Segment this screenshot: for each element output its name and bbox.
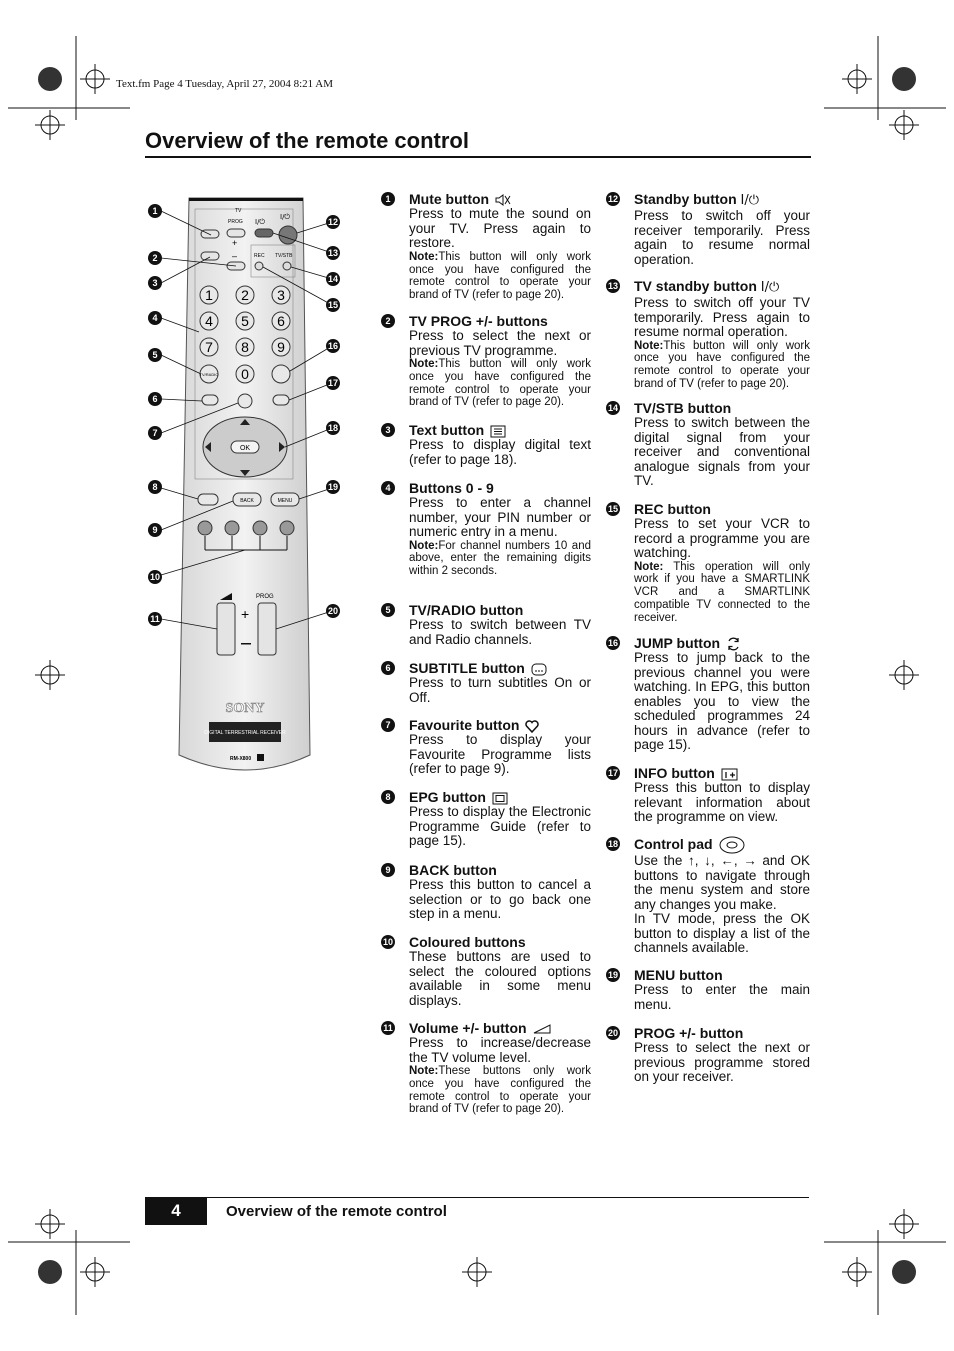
info-icon bbox=[721, 768, 738, 781]
entry-prog bbox=[607, 1025, 810, 1085]
digit-label-5: 5 bbox=[241, 313, 249, 329]
remote-tvstb-label: TV/STB bbox=[275, 253, 293, 259]
entry-standby bbox=[607, 191, 810, 267]
entry-volume bbox=[383, 1020, 591, 1116]
entry-note: Note:These buttons only work once you have configured the remote control to operate your brand of TV (refer to page 20). bbox=[409, 1065, 591, 1116]
jump-key bbox=[272, 365, 290, 383]
entry-body: Press to display digital text (refer to page 18). bbox=[409, 437, 591, 467]
coloured-key-4 bbox=[280, 521, 294, 535]
rec-key bbox=[255, 262, 263, 270]
entry-body: These buttons are used to select the coloured options available in some menu displays. bbox=[409, 949, 591, 1008]
title-rule bbox=[145, 156, 811, 158]
entry-title: PROG +/- button bbox=[634, 1025, 744, 1041]
control-pad-icon bbox=[719, 836, 745, 854]
volume-rocker bbox=[217, 603, 235, 655]
entry-number: 2 bbox=[381, 314, 395, 328]
footer-rule bbox=[145, 1197, 809, 1198]
callout-20: 20 bbox=[327, 606, 338, 616]
digit-label-2: 2 bbox=[241, 287, 249, 303]
entry-body: Press this button to display relevant information about the programme on view. bbox=[634, 780, 810, 824]
coloured-key-1 bbox=[198, 521, 212, 535]
entry-number: 1 bbox=[381, 192, 395, 206]
entry-title: REC button bbox=[634, 501, 711, 517]
callout-2: 2 bbox=[148, 251, 162, 265]
entry-text bbox=[385, 422, 591, 467]
remote-tv-label: TV bbox=[235, 208, 242, 214]
entry-body: Press to switch off your receiver temporarily. Press again to resume normal operation. bbox=[634, 208, 810, 267]
remote-model: RM-X800 bbox=[230, 756, 252, 762]
tv-prog-plus-key bbox=[227, 229, 245, 237]
entry-number: 7 bbox=[381, 718, 395, 732]
entry-body: Press to switch between TV and Radio channels. bbox=[409, 617, 591, 647]
entry-body: Press to jump back to the previous channel you were watching. In EPG, this button enables you to view the scheduled programmes 24 hours in advance (refer to page 15). bbox=[634, 650, 810, 753]
entry-body: Press to switch between the digital signal from your receiver and conventional analogue signals from your TV. bbox=[634, 415, 810, 488]
entry-title: SUBTITLE button bbox=[409, 660, 591, 676]
entry-number: 19 bbox=[607, 970, 618, 980]
entry-body: Press to enter the main menu. bbox=[634, 982, 810, 1012]
entry-title: Volume +/- button bbox=[409, 1020, 591, 1036]
digit-label-1: 1 bbox=[205, 287, 213, 303]
subtitle-icon bbox=[531, 663, 547, 676]
epg-icon bbox=[492, 792, 508, 805]
entry-title: MENU button bbox=[634, 967, 723, 983]
entry-body: Press to switch off your TV temporarily. Press again to resume normal operation. bbox=[634, 295, 810, 339]
text-icon bbox=[490, 425, 506, 438]
callout-6: 6 bbox=[148, 392, 162, 406]
entry-number: 12 bbox=[607, 194, 618, 204]
entry-body: Press to set your VCR to record a programme you are watching. bbox=[634, 516, 810, 560]
epg-key bbox=[198, 494, 218, 505]
entry-subtitle bbox=[385, 660, 591, 705]
callout-8: 8 bbox=[148, 480, 162, 494]
entry-favourite bbox=[385, 717, 591, 777]
entry-body: Press to display your Favourite Programme lists (refer to page 9). bbox=[409, 732, 591, 776]
callout-5: 5 bbox=[148, 348, 162, 362]
entry-tv-stb bbox=[607, 400, 810, 489]
entry-tv-standby bbox=[607, 278, 810, 391]
entry-note: Note:This button will only work once you have configured the remote control to operate your brand of TV (refer to page 20). bbox=[409, 358, 591, 409]
callout-4: 4 bbox=[148, 311, 162, 325]
entry-body: Press to turn subtitles On or Off. bbox=[409, 675, 591, 705]
callout-19: 19 bbox=[327, 482, 338, 492]
callout-16: 16 bbox=[327, 341, 338, 351]
entry-title: TV/STB button bbox=[634, 400, 732, 416]
entry-body: Press to increase/decrease the TV volume level. bbox=[409, 1035, 591, 1065]
callout-15: 15 bbox=[327, 300, 338, 310]
entry-title: TV/RADIO button bbox=[409, 602, 524, 618]
callout-7: 7 bbox=[148, 426, 162, 440]
entry-number: 14 bbox=[607, 403, 618, 413]
entry-tv-prog bbox=[385, 313, 591, 409]
entry-title: EPG button bbox=[409, 789, 591, 805]
entry-title: INFO button bbox=[634, 765, 810, 781]
heart-icon bbox=[525, 720, 539, 733]
callout-1: 1 bbox=[148, 204, 162, 218]
remote-menu-label: MENU bbox=[277, 498, 293, 504]
entry-number: 17 bbox=[607, 768, 618, 778]
entry-number: 9 bbox=[381, 863, 395, 877]
footer-title: Overview of the remote control bbox=[226, 1203, 447, 1220]
entry-body: Press to select the next or previous programme stored on your receiver. bbox=[634, 1040, 810, 1084]
entry-title: Control pad bbox=[634, 836, 810, 854]
entry-title: JUMP button bbox=[634, 635, 810, 651]
entry-number: 8 bbox=[381, 790, 395, 804]
tvstb-key bbox=[283, 262, 291, 270]
file-header-line: Text.fm Page 4 Tuesday, April 27, 2004 8:21 AM bbox=[116, 78, 333, 90]
digit-label-9: 9 bbox=[277, 339, 285, 355]
digit-label-6: 6 bbox=[277, 313, 285, 329]
mute-icon bbox=[495, 193, 511, 207]
standby-key bbox=[279, 226, 297, 244]
entry-title: Standby button I/⏻ bbox=[634, 191, 760, 208]
entry-number: 10 bbox=[382, 937, 393, 947]
page-number: 4 bbox=[145, 1197, 207, 1225]
entry-title: Buttons 0 - 9 bbox=[409, 480, 494, 496]
callout-10: 10 bbox=[149, 572, 160, 582]
entry-number: 5 bbox=[381, 603, 395, 617]
info-key bbox=[273, 395, 289, 405]
prog-rocker bbox=[258, 603, 276, 655]
remote-minus: – bbox=[232, 251, 238, 261]
remote-prog2-label: PROG bbox=[256, 594, 274, 600]
standby-icon: I/⏻ bbox=[740, 193, 760, 208]
entry-title: BACK button bbox=[409, 862, 497, 878]
volume-icon bbox=[533, 1024, 551, 1034]
digit-label-7: 7 bbox=[205, 339, 213, 355]
digit-label-3: 3 bbox=[277, 287, 285, 303]
digit-label-8: 8 bbox=[241, 339, 249, 355]
entry-title: TV standby button I/⏻ bbox=[634, 278, 780, 295]
entry-title: Favourite button bbox=[409, 717, 591, 733]
entry-control-pad bbox=[607, 836, 810, 956]
entry-note: Note:This button will only work once you have configured the remote control to operate your brand of TV (refer to page 20). bbox=[409, 250, 591, 302]
remote-model-box-text: DIGITAL TERRESTRIAL RECEIVER bbox=[204, 730, 286, 736]
digit-label-4: 4 bbox=[205, 313, 213, 329]
entry-rec bbox=[607, 501, 810, 624]
entry-body: Press to select the next or previous TV programme. bbox=[409, 328, 591, 358]
coloured-key-2 bbox=[225, 521, 239, 535]
digit-label-0: 0 bbox=[241, 366, 249, 382]
entry-title: Mute button bbox=[409, 191, 591, 207]
remote-body bbox=[179, 198, 310, 770]
remote-rec-label: REC bbox=[254, 253, 265, 259]
subtitle-key bbox=[202, 395, 218, 405]
entry-tv-radio bbox=[385, 602, 591, 647]
callout-14: 14 bbox=[327, 274, 338, 284]
callout-3: 3 bbox=[148, 276, 162, 290]
entry-body-2: In TV mode, press the OK button to display a list of the channels available. bbox=[634, 911, 810, 956]
svg-text:+: + bbox=[241, 606, 250, 622]
entry-body: Press this button to cancel a selection or to go back one step in a menu. bbox=[409, 877, 591, 921]
callout-9: 9 bbox=[148, 523, 162, 537]
entry-title: Text button bbox=[409, 422, 591, 438]
remote-illustration bbox=[145, 195, 355, 795]
entry-body: Press to display the Electronic Programme Guide (refer to page 15). bbox=[409, 804, 591, 848]
jump-icon bbox=[726, 637, 741, 651]
tv-standby-key bbox=[255, 229, 273, 237]
callout-18: 18 bbox=[327, 423, 338, 433]
entry-number: 18 bbox=[607, 839, 618, 849]
text-key bbox=[201, 252, 219, 260]
entry-mute bbox=[385, 191, 591, 302]
entry-note: Note:For channel numbers 10 and above, enter the remaining digits within 2 seconds. bbox=[409, 539, 591, 578]
entry-body: Press to enter a channel number, your PIN number or numeric entry in a menu. bbox=[409, 495, 591, 539]
entry-body: Use the ↑, ↓, ←, → and OK buttons to navigate through the menu system and store any changes you make. bbox=[634, 853, 810, 912]
entry-coloured bbox=[382, 934, 591, 1008]
entry-number: 16 bbox=[607, 638, 618, 648]
standby-icon: I/⏻ bbox=[760, 280, 780, 295]
entry-epg bbox=[385, 789, 591, 849]
entry-number: 3 bbox=[381, 423, 395, 437]
entry-number: 20 bbox=[607, 1028, 618, 1038]
entry-title: Coloured buttons bbox=[409, 934, 526, 950]
callout-13: 13 bbox=[327, 248, 338, 258]
page-title: Overview of the remote control bbox=[145, 128, 469, 153]
entry-menu bbox=[607, 967, 810, 1012]
entry-note: Note:This button will only work once you have configured the remote control to operate your brand of TV (refer to page 20). bbox=[634, 339, 810, 390]
entry-number: 11 bbox=[381, 1021, 395, 1035]
callout-11: 11 bbox=[148, 612, 162, 626]
entry-number: 4 bbox=[381, 481, 395, 495]
entry-info bbox=[607, 765, 810, 825]
entry-body: Press to mute the sound on your TV. Press again to restore. bbox=[409, 206, 591, 251]
remote-back-label: BACK bbox=[240, 498, 254, 504]
entry-title: TV PROG +/- buttons bbox=[409, 313, 548, 329]
entry-back bbox=[385, 862, 591, 922]
entry-number: 13 bbox=[607, 281, 618, 291]
entry-number: 15 bbox=[607, 504, 618, 514]
callout-17: 17 bbox=[327, 378, 338, 388]
entry-number: 6 bbox=[381, 661, 395, 675]
coloured-key-3 bbox=[253, 521, 267, 535]
remote-plus: + bbox=[232, 238, 238, 248]
entry-jump bbox=[607, 635, 810, 753]
remote-standby-label-2: I/⏻ bbox=[280, 213, 290, 221]
entry-buttons-0-9 bbox=[385, 480, 591, 578]
callout-12: 12 bbox=[327, 217, 338, 227]
remote-standby-label: I/⏻ bbox=[255, 218, 265, 226]
remote-tvradio-label: TV/RADIO bbox=[199, 372, 219, 377]
remote-prog-label: PROG bbox=[228, 219, 243, 225]
favourite-key bbox=[238, 394, 252, 408]
remote-brand: SONY bbox=[225, 701, 265, 716]
remote-ok-label: OK bbox=[239, 445, 251, 452]
entry-note: Note: This operation will only work if you have a SMARTLINK VCR and a SMARTLINK compatible TV connected to the receiver. bbox=[634, 560, 810, 624]
